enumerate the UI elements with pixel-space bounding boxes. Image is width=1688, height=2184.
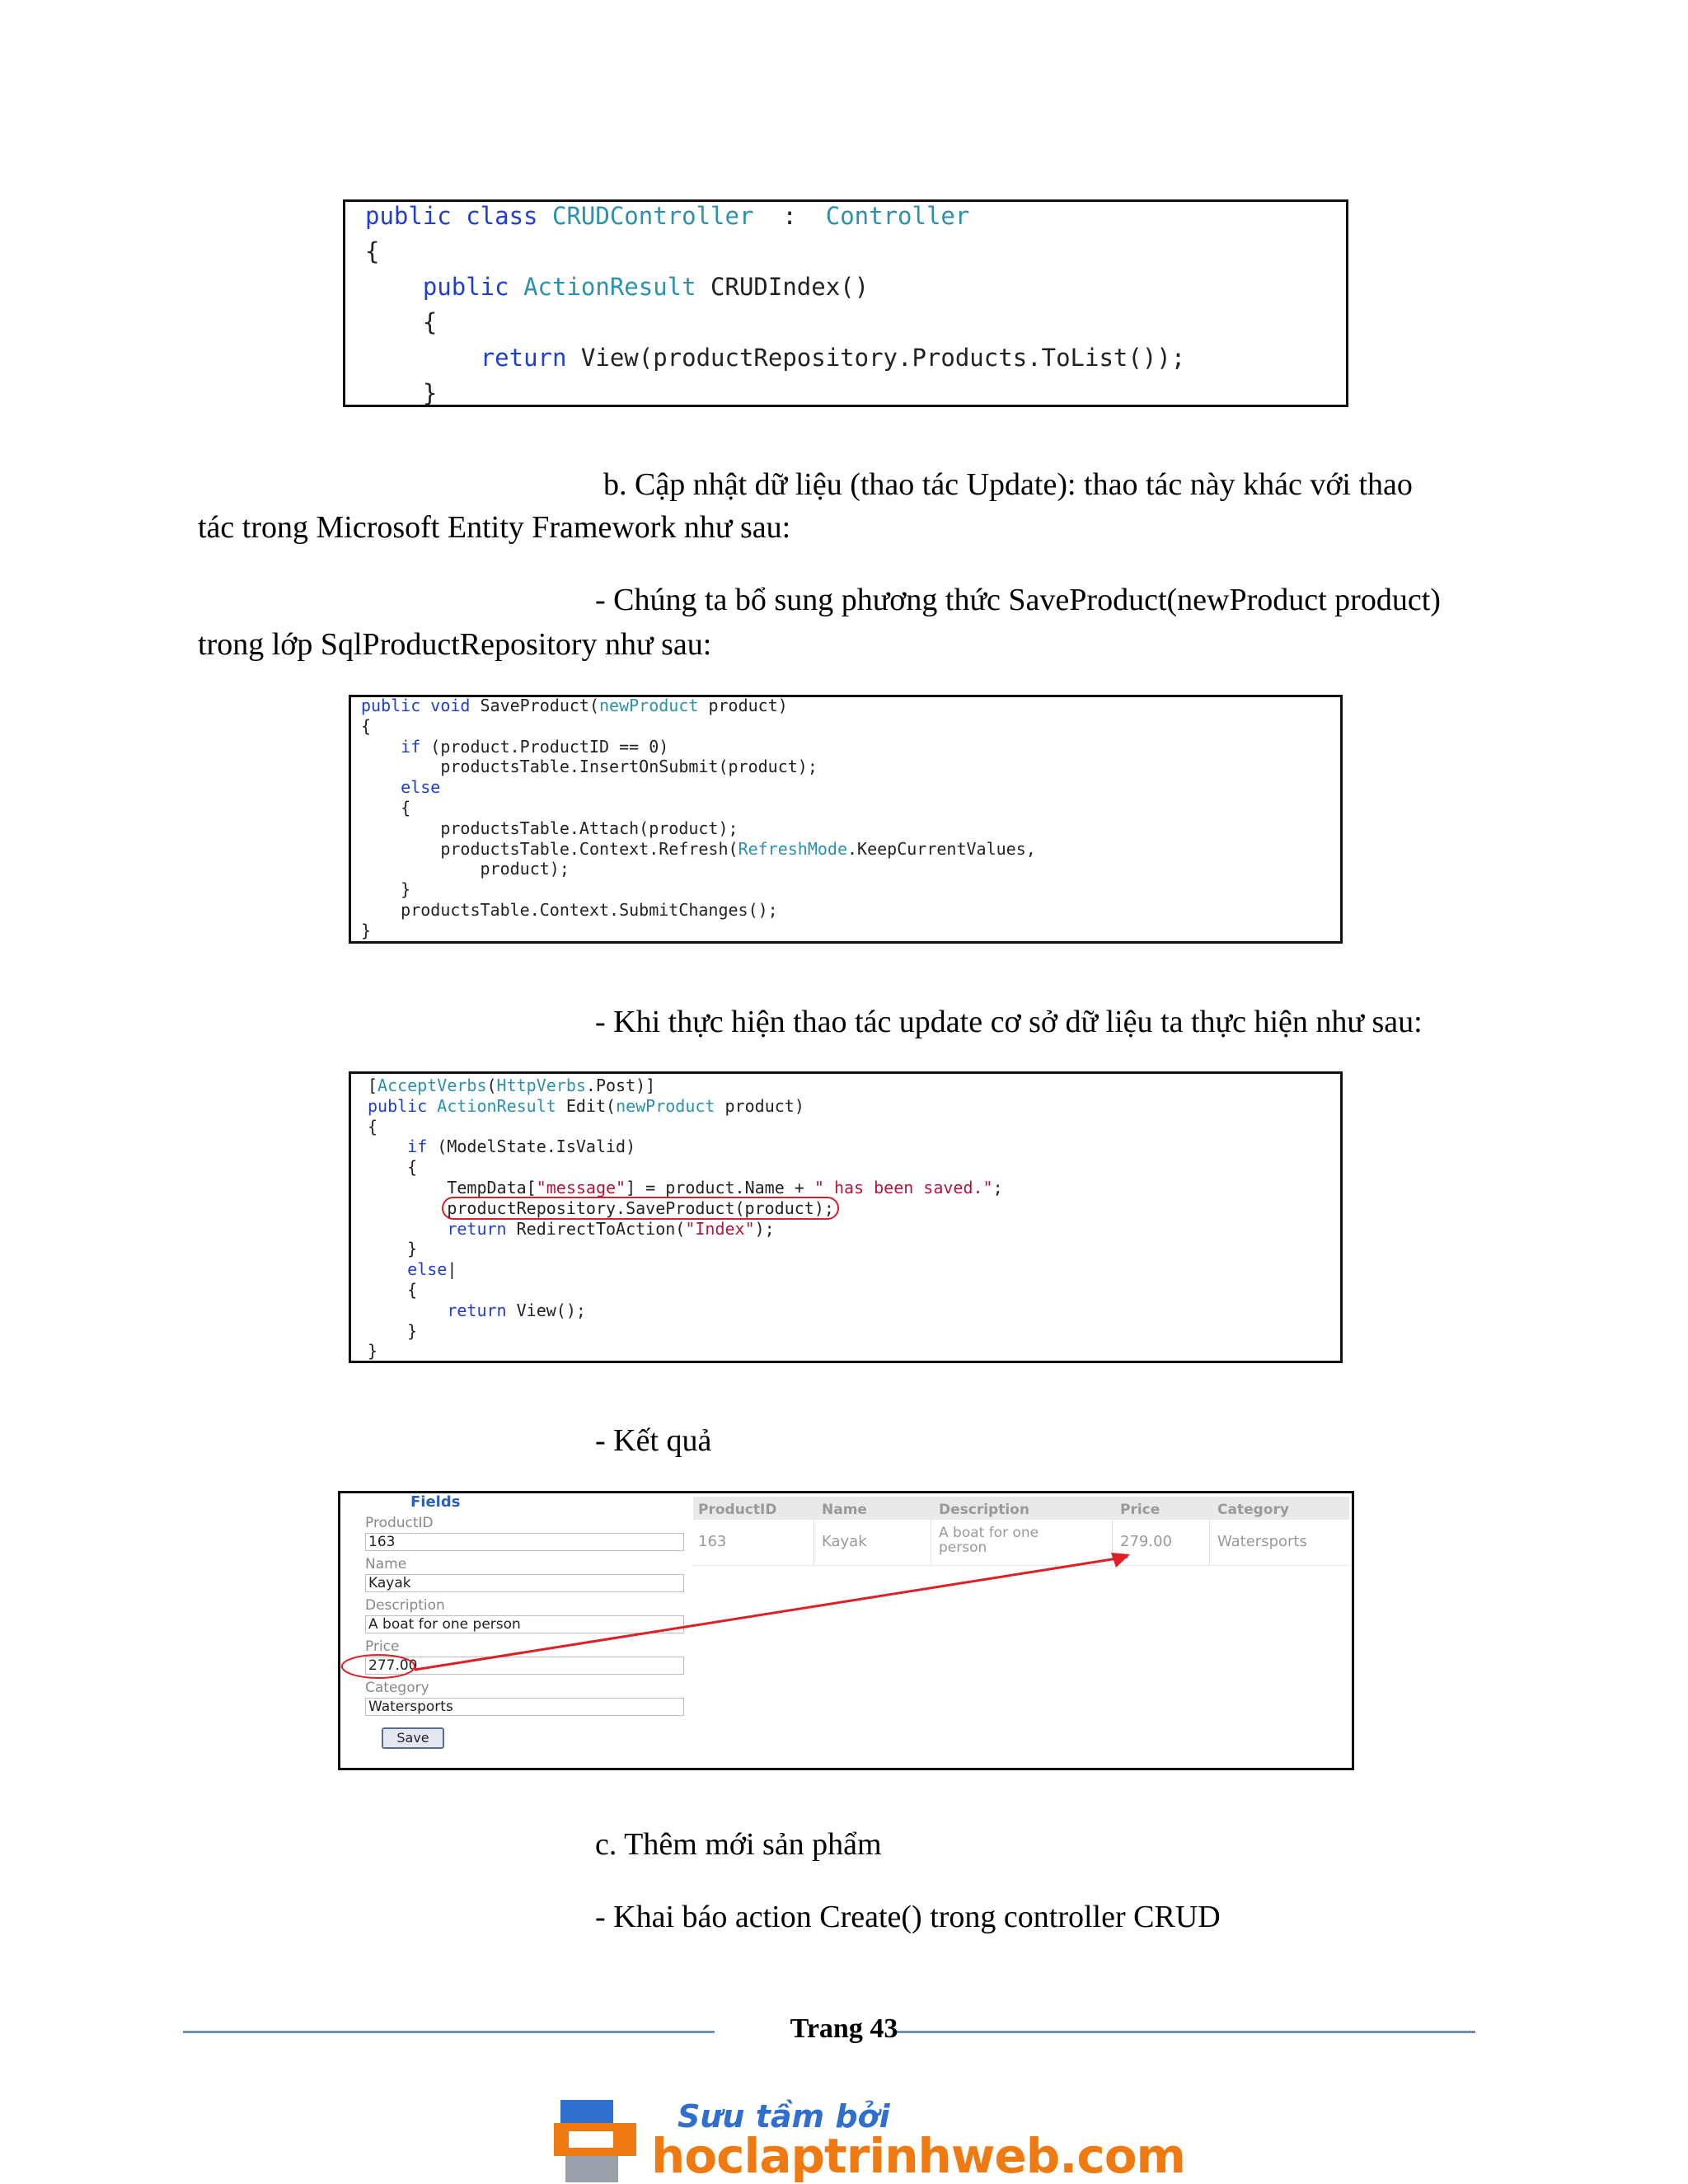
code-token: public void — [361, 696, 481, 715]
cell-price: 279.00 — [1120, 1533, 1172, 1550]
code-token: View(productRepository.Products.ToList()); — [580, 344, 1186, 372]
code-token: public class — [365, 202, 552, 230]
column-header: Category — [1217, 1502, 1289, 1518]
code-token — [361, 737, 401, 757]
code-token: RedirectToAction( — [516, 1218, 686, 1239]
code-block-edit-action — [349, 1071, 1343, 1363]
code-token: (ModelState.IsValid) — [437, 1137, 636, 1157]
column-header: Price — [1120, 1502, 1160, 1518]
code-token: productsTable.Context.Refresh( — [361, 838, 738, 859]
code-token: RefreshMode — [738, 838, 848, 859]
code-token: if — [401, 736, 431, 757]
fields-legend: Fields — [410, 1493, 461, 1511]
code-token: return — [480, 344, 581, 372]
code-token: productsTable.Context.SubmitChanges(); — [361, 899, 778, 920]
section-c-heading: c. Thêm mới sản phẩm — [595, 1827, 882, 1862]
code-token — [368, 1219, 447, 1239]
add-method-line1: - Chúng ta bổ sung phương thức SaveProduct(newProduct product) — [595, 583, 1441, 617]
code-token: .Post)] — [585, 1076, 656, 1095]
price-highlight-circle — [342, 1655, 415, 1678]
code-token: if — [407, 1137, 438, 1157]
code-token: return — [447, 1218, 517, 1239]
code-token: { — [361, 715, 372, 736]
code-token: CRUDIndex() — [710, 273, 870, 301]
code-token: "message" — [536, 1177, 626, 1197]
code-token: ActionResult — [437, 1095, 566, 1116]
create-line: - Khai báo action Create() trong controller CRUD — [595, 1900, 1221, 1934]
code-token: productsTable.InsertOnSubmit(product); — [361, 757, 818, 777]
code-token: } — [368, 1341, 378, 1361]
category-input[interactable]: Watersports — [365, 1698, 684, 1716]
result-screenshot — [338, 1491, 1354, 1770]
category-label: Category — [365, 1680, 429, 1696]
code-token: | — [447, 1259, 457, 1280]
arrow-line — [415, 1557, 1128, 1670]
code-token: product); — [361, 859, 570, 879]
code-token: } — [365, 379, 438, 407]
code-token: } — [368, 1239, 418, 1259]
cell-category: Watersports — [1217, 1533, 1307, 1550]
site-logo-icon — [554, 2098, 645, 2184]
code-token: return — [447, 1300, 517, 1320]
code-token: HttpVerbs — [496, 1076, 586, 1095]
code-token — [365, 344, 481, 372]
code-token: ( — [486, 1076, 497, 1095]
code-token — [368, 1259, 407, 1279]
code-token: CRUDController — [551, 202, 754, 230]
productid-label: ProductID — [365, 1515, 434, 1531]
code-token: { — [361, 797, 411, 818]
code-token: productRepository.SaveProduct(product); — [442, 1197, 839, 1220]
code-token: productsTable.Attach(product); — [361, 818, 738, 838]
cell-description-line2: person — [939, 1540, 987, 1556]
code-token — [361, 777, 401, 797]
code-token — [368, 1137, 407, 1156]
code-token: AcceptVerbs — [377, 1076, 487, 1095]
page-number: Trang 43 — [790, 2013, 898, 2044]
description-input[interactable]: A boat for one person — [365, 1615, 684, 1633]
code-block-crud-controller — [343, 199, 1348, 407]
code-token: { — [365, 308, 438, 336]
code-token: ] = product.Name + — [626, 1177, 814, 1197]
code-token: newProduct — [599, 696, 699, 715]
code-token: public — [368, 1095, 438, 1116]
code-token: .KeepCurrentValues, — [847, 838, 1036, 859]
logo-site-name: hoclaptrinhweb.com — [651, 2128, 1185, 2184]
code-token: public — [422, 273, 524, 301]
code-token — [368, 1198, 447, 1218]
save-button[interactable]: Save — [382, 1727, 444, 1749]
code-token: [ — [368, 1076, 378, 1095]
code-text — [361, 696, 1036, 941]
update-line: - Khi thực hiện thao tác update cơ sở dữ liệu ta thực hiện như sau: — [595, 1005, 1423, 1039]
code-token: ); — [754, 1218, 775, 1239]
code-token: else — [401, 777, 441, 798]
column-header: Name — [822, 1502, 867, 1518]
cell-description-line1: A boat for one — [939, 1525, 1039, 1541]
name-input[interactable]: Kayak — [365, 1574, 684, 1592]
annotation-overlay — [340, 1493, 1352, 1768]
cell-name: Kayak — [822, 1533, 867, 1550]
cell-productid: 163 — [698, 1533, 727, 1550]
price-input[interactable]: 277.00 — [365, 1657, 684, 1675]
arrow-head-icon — [1111, 1553, 1130, 1568]
code-token: else — [407, 1259, 448, 1280]
section-b-line2: tác trong Microsoft Entity Framework như sau: — [198, 510, 791, 545]
code-token — [368, 1301, 447, 1320]
code-block-save-product — [349, 695, 1343, 944]
section-b-line1: b. Cập nhật dữ liệu (thao tác Update): thao tác này khác với thao — [603, 467, 1413, 502]
code-token: } — [361, 920, 372, 940]
code-token: { — [368, 1116, 378, 1137]
description-label: Description — [365, 1597, 445, 1614]
code-token: { — [365, 237, 380, 265]
code-token: Edit( — [565, 1095, 617, 1116]
result-line: - Kết quả — [595, 1423, 712, 1458]
code-token: { — [368, 1157, 418, 1178]
logo-tagline: Sưu tầm bởi — [678, 2098, 890, 2135]
code-text — [368, 1076, 1003, 1361]
code-token: : — [753, 202, 826, 230]
code-token: } — [361, 879, 411, 900]
code-token: TempData[ — [368, 1177, 537, 1197]
code-token: (product.ProductID == 0) — [430, 736, 669, 757]
code-token: { — [368, 1279, 418, 1300]
productid-input[interactable]: 163 — [365, 1533, 684, 1551]
code-token: "Index" — [685, 1218, 755, 1239]
code-token: " has been saved." — [814, 1177, 993, 1197]
price-label: Price — [365, 1638, 400, 1655]
code-token — [365, 273, 423, 301]
code-token: product) — [698, 696, 788, 715]
code-token: } — [368, 1320, 418, 1341]
column-header: Description — [939, 1502, 1029, 1518]
code-token: product) — [715, 1095, 804, 1116]
code-token: newProduct — [616, 1095, 715, 1116]
column-header: ProductID — [698, 1502, 777, 1518]
code-token: SaveProduct( — [480, 696, 599, 715]
code-token: ActionResult — [523, 273, 711, 301]
code-token: View(); — [516, 1300, 586, 1320]
code-token: Controller — [825, 202, 970, 230]
code-token: ; — [992, 1177, 1003, 1197]
code-text — [365, 199, 1185, 407]
name-label: Name — [365, 1556, 407, 1572]
add-method-line2: trong lớp SqlProductRepository như sau: — [198, 627, 712, 662]
